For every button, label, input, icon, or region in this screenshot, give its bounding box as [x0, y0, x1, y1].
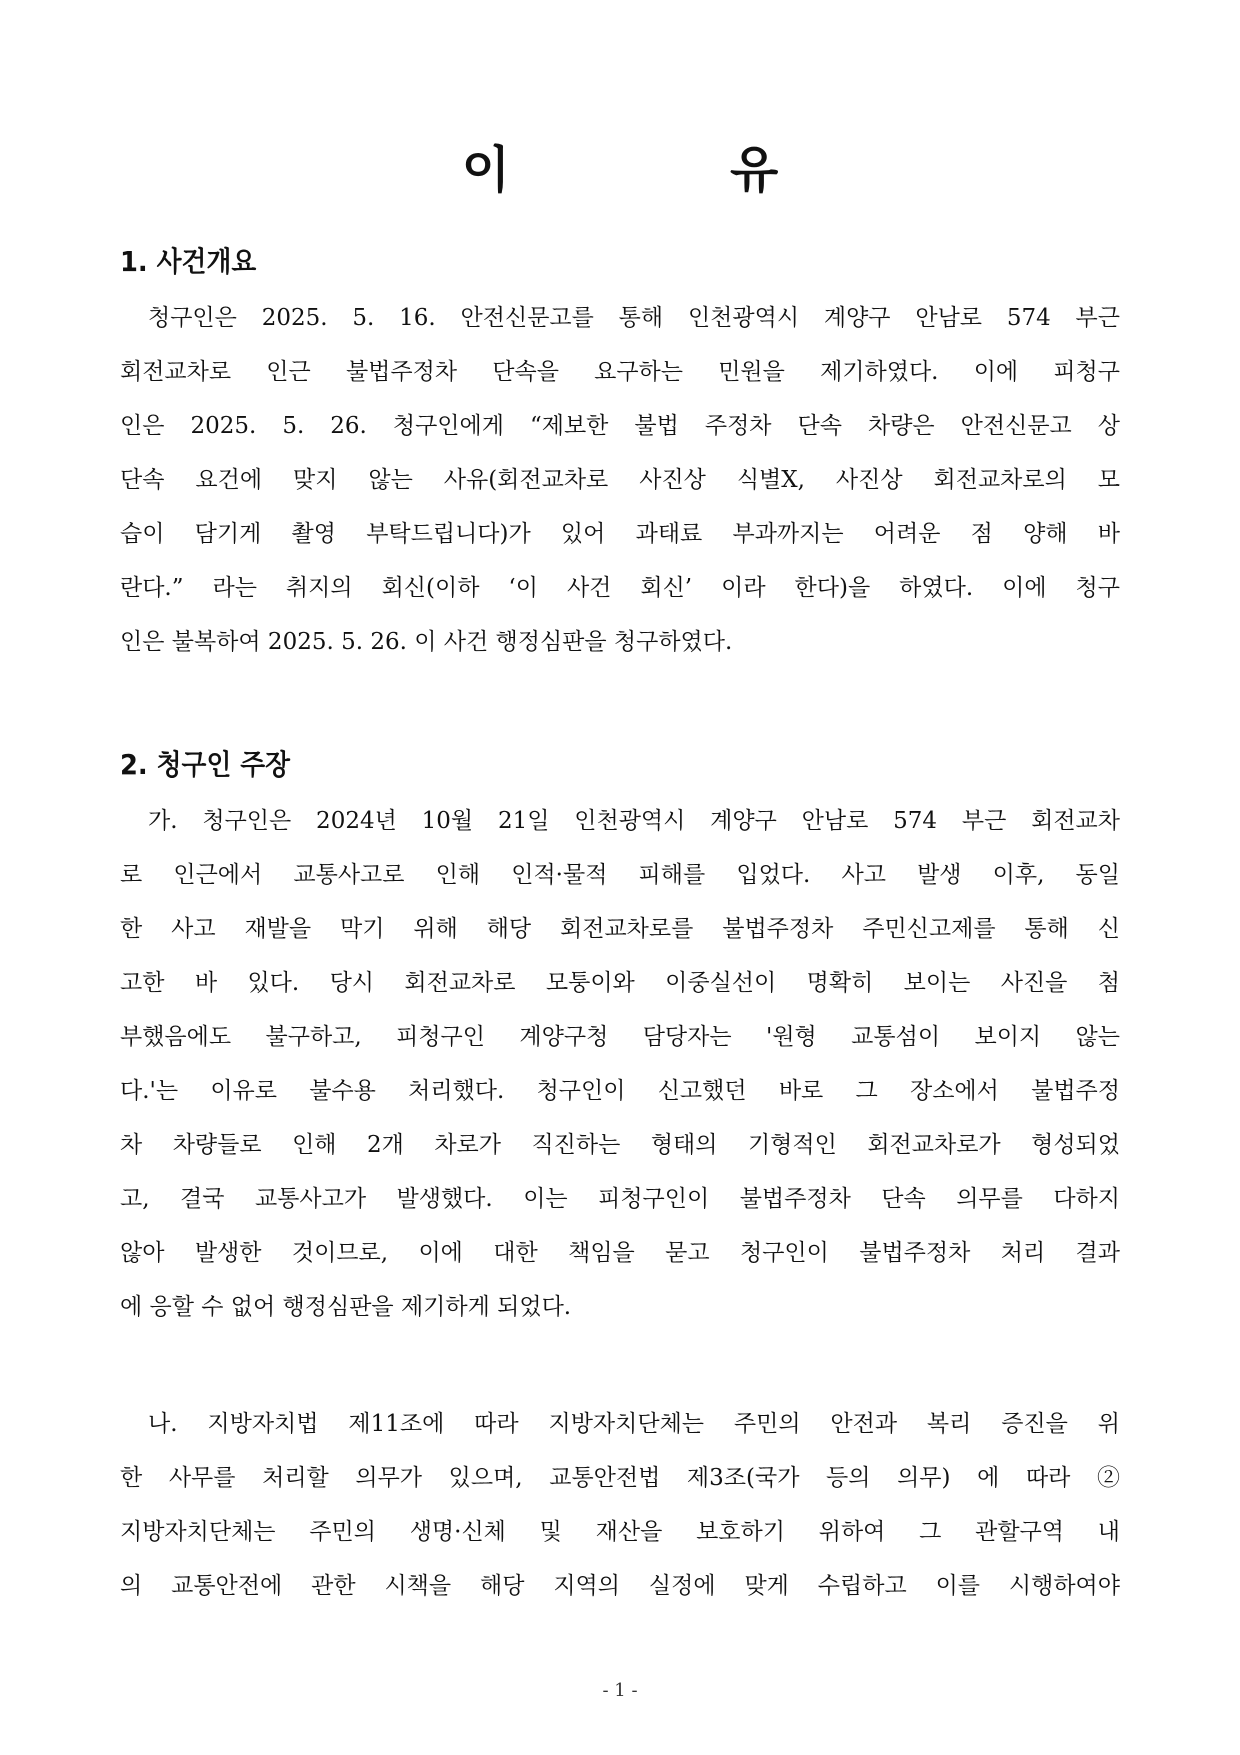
- paragraph-ga-line-10: 에 응할 수 없어 행정심판을 제기하게 되었다.: [120, 1294, 572, 1320]
- paragraph-ga-line-4: 고한 바 있다. 당시 회전교차로 모퉁이와 이중실선이 명확히 보이는 사진을 첨: [120, 970, 1120, 996]
- paragraph-na-line-2: 한 사무를 처리할 의무가 있으며, 교통안전법 제3조(국가 등의 의무) 에 따라 ②: [120, 1465, 1120, 1491]
- paragraph-ga-line-8: 고, 결국 교통사고가 발생했다. 이는 피청구인이 불법주정차 단속 의무를 다하지: [120, 1186, 1120, 1212]
- section-1-line-4: 단속 요건에 맞지 않는 사유(회전교차로 사진상 식별X, 사진상 회전교차로의 모: [120, 467, 1120, 493]
- page-number: - 1 -: [602, 1680, 638, 1701]
- section-1-heading: 1. 사건개요: [120, 245, 257, 278]
- paragraph-ga-line-6: 다.'는 이유로 불수용 처리했다. 청구인이 신고했던 바로 그 장소에서 불법주정: [120, 1078, 1120, 1104]
- paragraph-ga-line-7: 차 차량들로 인해 2개 차로가 직진하는 형태의 기형적인 회전교차로가 형성되었: [120, 1132, 1120, 1158]
- section-2-heading: 2. 청구인 주장: [120, 748, 291, 781]
- section-1-line-6: 란다.” 라는 취지의 회신(이하 ‘이 사건 회신’ 이라 한다)을 하였다. 이에 청구: [120, 575, 1120, 601]
- section-1-line-1: 청구인은 2025. 5. 16. 안전신문고를 통해 인천광역시 계양구 안남로 574 부근: [148, 305, 1120, 331]
- paragraph-ga-line-9: 않아 발생한 것이므로, 이에 대한 책임을 묻고 청구인이 불법주정차 처리 결과: [120, 1240, 1120, 1266]
- document-title: [0, 130, 1240, 210]
- section-1-line-3: 인은 2025. 5. 26. 청구인에게 “제보한 불법 주정차 단속 차량은 안전신문고 상: [120, 413, 1120, 439]
- paragraph-ga-line-5: 부했음에도 불구하고, 피청구인 계양구청 담당자는 '원형 교통섬이 보이지 않는: [120, 1024, 1120, 1050]
- paragraph-na-line-3: 지방자치단체는 주민의 생명·신체 및 재산을 보호하기 위하여 그 관할구역 내: [120, 1519, 1120, 1545]
- title-char-2: 유: [730, 141, 779, 199]
- title-char-1: 이: [461, 141, 510, 199]
- paragraph-ga-line-2: 로 인근에서 교통사고로 인해 인적·물적 피해를 입었다. 사고 발생 이후, 동일: [120, 862, 1120, 888]
- section-1-line-7: 인은 불복하여 2025. 5. 26. 이 사건 행정심판을 청구하였다.: [120, 629, 733, 655]
- section-1-line-5: 습이 담기게 촬영 부탁드립니다)가 있어 과태료 부과까지는 어려운 점 양해 바: [120, 521, 1120, 547]
- paragraph-ga-line-3: 한 사고 재발을 막기 위해 해당 회전교차로를 불법주정차 주민신고제를 통해 신: [120, 916, 1120, 942]
- paragraph-ga-line-1: 가. 청구인은 2024년 10월 21일 인천광역시 계양구 안남로 574 부근 회전교차: [148, 808, 1120, 834]
- paragraph-na-line-4: 의 교통안전에 관한 시책을 해당 지역의 실정에 맞게 수립하고 이를 시행하여야: [120, 1573, 1120, 1599]
- section-1-line-2: 회전교차로 인근 불법주정차 단속을 요구하는 민원을 제기하였다. 이에 피청구: [120, 359, 1120, 385]
- paragraph-na-line-1: 나. 지방자치법 제11조에 따라 지방자치단체는 주민의 안전과 복리 증진을 위: [148, 1411, 1120, 1437]
